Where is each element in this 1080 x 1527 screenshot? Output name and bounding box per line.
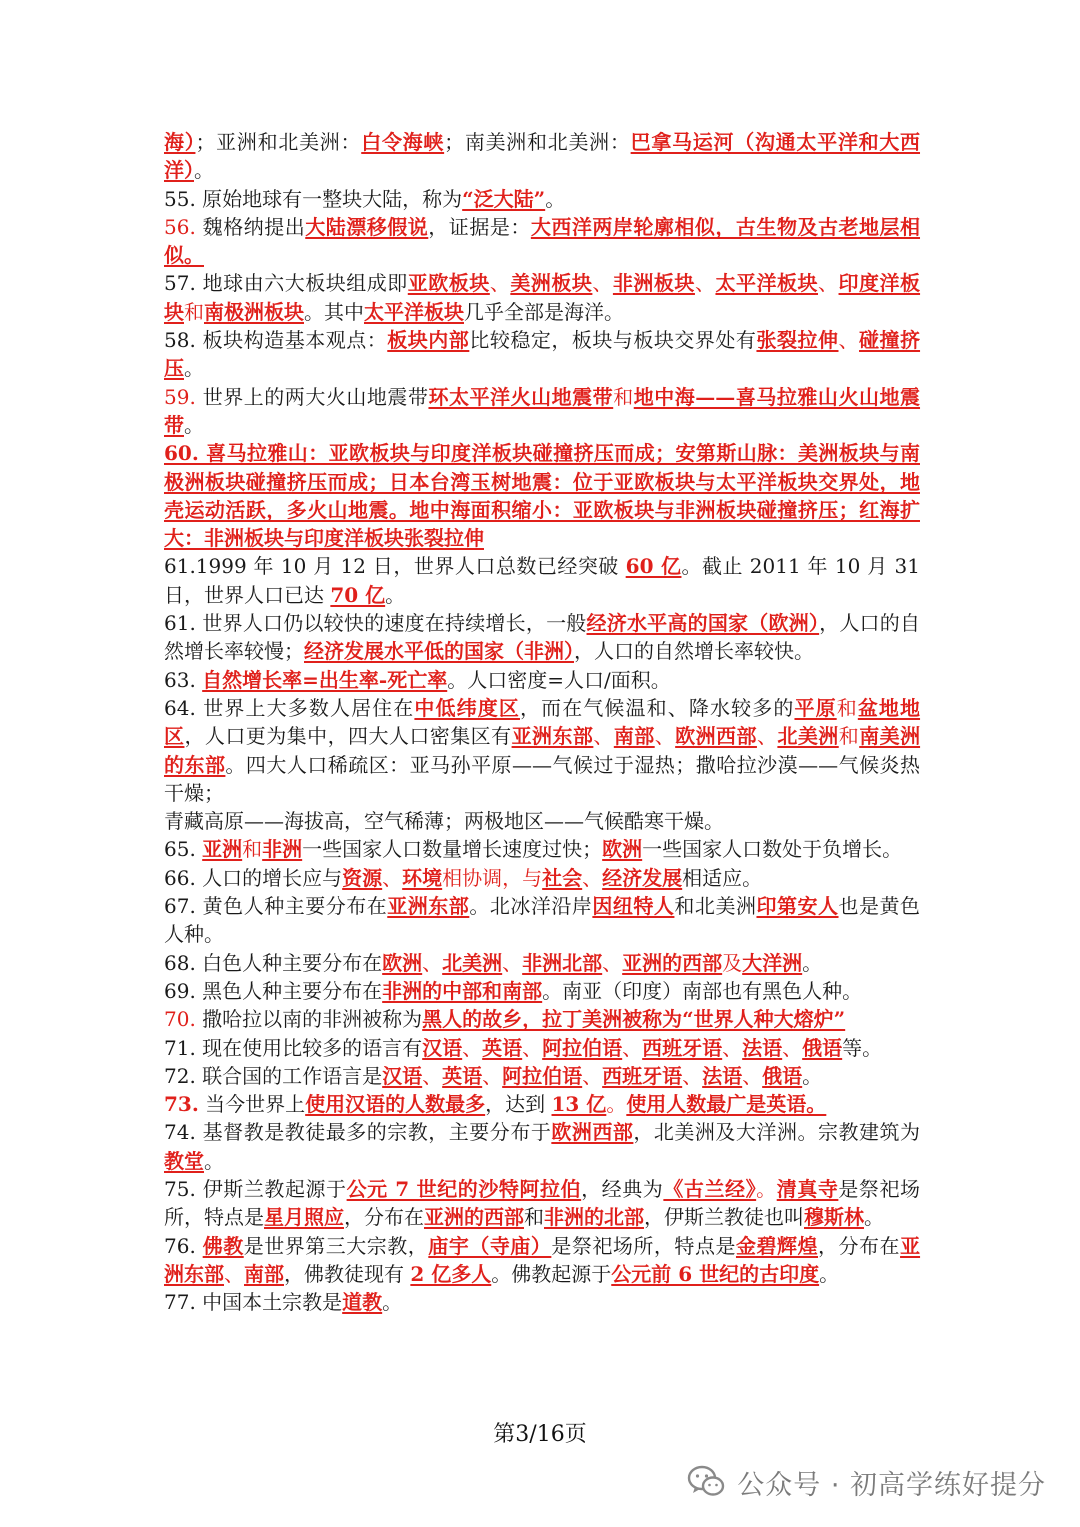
text-run: ，人口的自然增长率较慢；: [164, 611, 920, 664]
text-run: 一些国家人口数量增长速度过快；: [302, 837, 603, 862]
highlighted-answer: 南极洲板块: [204, 299, 304, 324]
highlighted-answer: 亚欧板块: [407, 271, 490, 296]
highlighted-answer: 西班牙语: [602, 1063, 683, 1088]
text-run: ；南美洲和北美洲：: [444, 130, 631, 154]
text-run: 。: [819, 1261, 840, 1286]
highlighted-answer: 中低纬度区: [414, 695, 520, 720]
text-run: ，达到: [485, 1092, 552, 1117]
paragraph-p76: [164, 1232, 920, 1289]
text-run: 61.1999 年 10 月 12 日，世界人口总数已经突破: [164, 554, 626, 579]
highlighted-answer: 亚洲的西部: [424, 1205, 524, 1230]
text-run: 。南亚（印度）南部也有黑色人种。: [542, 978, 863, 1003]
text-run: 比较稳定，板块与板块交界处有: [469, 328, 757, 353]
paragraph-p70: [164, 1005, 920, 1033]
text-run: 及: [722, 950, 743, 975]
text-run: 和: [836, 695, 858, 720]
text-run: 、: [522, 1035, 543, 1060]
highlighted-answer: 使用人数最广是英语。: [626, 1092, 827, 1117]
highlighted-answer: 阿拉伯语: [502, 1063, 583, 1088]
text-run: 59.: [164, 384, 196, 409]
highlighted-answer: 盆地地区: [164, 695, 921, 749]
highlighted-answer: 2 亿多人: [410, 1261, 492, 1286]
highlighted-answer: 印第安人: [756, 894, 839, 919]
highlighted-answer: 板块内部: [387, 328, 470, 353]
text-run: 也是黄色人种。: [164, 894, 921, 947]
paragraph-p66: [164, 864, 920, 892]
highlighted-answer: 北美洲: [442, 950, 503, 975]
highlighted-answer: 西班牙语: [642, 1035, 723, 1060]
paragraph-p67: [164, 892, 920, 949]
text-run: 。: [184, 412, 204, 437]
highlighted-answer: 资源: [342, 865, 383, 890]
wechat-logo-icon: [687, 1465, 725, 1499]
paragraph-p56: [164, 213, 920, 270]
text-run: 、: [382, 865, 403, 890]
highlighted-answer: 亚洲东部: [164, 1233, 921, 1286]
text-run: ，分布在: [344, 1205, 424, 1230]
text-run: 55. 原始地球有一整块大陆，称为: [164, 186, 463, 211]
paragraph-p72: [164, 1062, 920, 1090]
text-run: 。: [802, 1063, 823, 1088]
highlighted-answer: 金碧辉煌: [735, 1233, 819, 1258]
text-run: 。: [606, 1092, 627, 1117]
highlighted-answer: 13 亿: [551, 1092, 607, 1117]
highlighted-answer: 白令海峡: [361, 130, 445, 154]
highlighted-answer: 公元前 6 世纪的古印度: [611, 1261, 820, 1286]
text-run: 相适应。: [682, 865, 763, 890]
text-run: 67. 黄色人种主要分布在: [164, 894, 388, 919]
text-run: 56.: [164, 214, 196, 239]
text-run: 和: [524, 1205, 544, 1230]
text-run: 相协调，与: [442, 865, 543, 890]
highlighted-answer: 环太平洋火山地震带: [428, 384, 614, 409]
paragraph-p74: [164, 1118, 920, 1175]
text-run: 。: [184, 356, 204, 381]
highlighted-answer: 美洲板块: [510, 271, 593, 296]
highlighted-answer: 汉语: [382, 1063, 423, 1088]
highlighted-answer: 欧洲西部: [551, 1120, 634, 1145]
highlighted-answer: 汉语: [422, 1035, 463, 1060]
text-run: 、: [462, 1035, 483, 1060]
text-run: 75. 伊斯兰教起源于: [164, 1176, 347, 1201]
text-run: 61. 世界人口仍以较快的速度在持续增长，一般: [164, 611, 587, 636]
text-run: 、: [654, 724, 676, 749]
highlighted-answer: 法语: [742, 1035, 783, 1060]
text-run: 、: [782, 1035, 803, 1060]
paragraph-p54-cont: [164, 128, 920, 185]
text-run: 、: [224, 1261, 244, 1286]
paragraph-p61b: [164, 609, 920, 666]
text-run: 、: [838, 328, 860, 353]
highlighted-answer: 使用汉语的人数最多: [305, 1092, 486, 1117]
highlighted-answer: 平原: [794, 695, 837, 720]
text-run: 和: [838, 724, 860, 749]
text-run: 、: [422, 1063, 443, 1088]
highlighted-answer: 穆斯林: [804, 1205, 864, 1230]
paragraph-p75: [164, 1175, 920, 1232]
text-run: ，证据是：: [428, 214, 531, 239]
highlighted-answer: 自然增长率=出生率-死亡率: [202, 667, 448, 692]
text-run: 等。: [842, 1035, 883, 1060]
highlighted-answer: 道教: [342, 1290, 383, 1315]
highlighted-answer: 因纽特人: [592, 894, 675, 919]
page-number: 第3/16页: [493, 1422, 587, 1447]
paragraph-p77: [164, 1288, 920, 1316]
paragraph-p61a: [164, 552, 920, 609]
text-run: 、: [582, 1063, 603, 1088]
text-run: ；亚洲和北美洲：: [195, 130, 362, 154]
paragraph-p63: [164, 666, 920, 694]
text-run: 。: [545, 186, 566, 211]
text-run: 当今世界上: [198, 1092, 306, 1117]
highlighted-answer: 非洲板块: [612, 271, 695, 296]
highlighted-answer: 北美洲: [777, 724, 839, 749]
text-run: ，北美洲及大洋洲。宗教建筑为: [633, 1120, 921, 1145]
text-run: 魏格纳提出: [195, 214, 306, 239]
highlighted-answer: 社会: [542, 865, 583, 890]
paragraph-p69: [164, 977, 920, 1005]
text-run: 69. 黑色人种主要分布在: [164, 978, 383, 1003]
text-run: 71. 现在使用比较多的语言有: [164, 1035, 423, 1060]
text-run: 58. 板块构造基本观点：: [164, 328, 388, 353]
text-run: 和: [242, 837, 263, 862]
text-run: ，人口的自然增长率较快。: [574, 639, 814, 664]
text-run: 是世界第三大宗教，: [243, 1233, 429, 1258]
highlighted-answer: 亚洲东部: [387, 894, 470, 919]
text-run: 、: [682, 1063, 703, 1088]
highlighted-answer: 非洲的中部和南部: [382, 978, 543, 1003]
text-run: 世界上的两大火山地震带: [195, 384, 429, 409]
paragraph-p60: [164, 439, 920, 552]
text-run: 、: [622, 1035, 643, 1060]
text-run: 。: [802, 950, 823, 975]
text-run: 。佛教起源于: [491, 1261, 612, 1286]
text-run: 青藏高原——海拔高，空气稀薄；两极地区——气候酷寒干燥。: [164, 809, 724, 834]
highlighted-answer: 地中海——喜马拉雅山火山地震带: [164, 384, 921, 437]
highlighted-answer: “泛大陆”: [462, 186, 546, 211]
highlighted-answer: 《古兰经》: [663, 1176, 757, 1201]
text-run: 、: [482, 1063, 503, 1088]
text-run: ，伊斯兰教徒也叫: [644, 1205, 804, 1230]
highlighted-answer: 佛教: [202, 1233, 244, 1258]
text-run: 和: [613, 384, 634, 409]
text-run: 、: [592, 271, 613, 296]
text-run: 、: [489, 271, 511, 296]
text-run: 。北冰洋沿岸: [469, 894, 593, 919]
highlighted-answer: 经济发展水平低的国家（非洲）: [304, 639, 574, 664]
text-run: 是祭祀场所，特点是: [551, 1233, 736, 1258]
highlighted-answer: 南美洲的东部: [164, 724, 921, 777]
paragraph-p64b: [164, 807, 920, 835]
text-run: 、: [602, 950, 623, 975]
document-body: [164, 128, 920, 1316]
text-run: ，经典为: [581, 1176, 664, 1201]
highlighted-answer: 海）: [164, 130, 196, 154]
paragraph-p73: [164, 1090, 920, 1118]
highlighted-answer: 碰撞挤压: [164, 328, 921, 381]
highlighted-answer: 南部: [244, 1261, 284, 1286]
highlighted-answer: 经济发展: [602, 865, 683, 890]
text-run: 。: [864, 1205, 884, 1230]
text-run: 几乎全部是海洋。: [464, 299, 624, 324]
text-run: ，分布在: [818, 1233, 901, 1258]
highlighted-answer: 非洲: [262, 837, 303, 862]
text-run: 。: [194, 158, 214, 183]
text-run: 。四大人口稀疏区：亚马孙平原——气候过于湿热；撒哈拉沙漠——气候炎热干燥；: [164, 752, 921, 805]
paragraph-p59: [164, 383, 920, 440]
paragraph-p71: [164, 1034, 920, 1062]
text-run: ，佛教徒现有: [284, 1261, 411, 1286]
highlighted-answer: 印度洋板块: [164, 271, 921, 324]
highlighted-answer: 俄语: [762, 1063, 803, 1088]
highlighted-answer: 南部: [613, 724, 655, 749]
highlighted-answer: 欧洲: [382, 950, 423, 975]
highlighted-answer: 俄语: [802, 1035, 843, 1060]
text-run: 、: [694, 271, 716, 296]
highlighted-answer: 阿拉伯语: [542, 1035, 623, 1060]
text-run: 76.: [164, 1233, 203, 1258]
highlighted-answer: 黑人的故乡，拉丁美洲被称为“世界人种大熔炉”: [422, 1007, 846, 1032]
highlighted-answer: 公元 7 世纪的沙特阿拉伯: [346, 1176, 582, 1201]
text-run: 、: [502, 950, 523, 975]
highlighted-answer: 非洲北部: [522, 950, 603, 975]
text-run: 66. 人口的增长应与: [164, 865, 343, 890]
text-run: 撒哈拉以南的非洲被称为: [195, 1007, 423, 1032]
text-run: 57. 地球由六大板块组成即: [164, 271, 408, 296]
highlighted-answer: 非洲的北部: [544, 1205, 644, 1230]
text-run: 63.: [164, 667, 203, 692]
paragraph-p65: [164, 835, 920, 863]
highlighted-answer: 70 亿: [330, 582, 386, 607]
highlighted-answer: 60. 喜马拉雅山：亚欧板块与印度洋板块碰撞挤压而成；安第斯山脉：美洲板块与南极洲板块碰撞挤压而成；日本台湾玉树地震：位于亚欧板块与太平洋板块交界处，地壳运动活跃，多火山地震。地中海面积缩小：亚欧板块与非洲板块碰撞挤压；红海扩大：非洲板块与印度洋板块张裂拉伸: [164, 441, 920, 551]
paragraph-p68: [164, 949, 920, 977]
text-run: 72. 联合国的工作语言是: [164, 1063, 383, 1088]
text-run: 。: [204, 1148, 224, 1173]
text-run: 。: [756, 1176, 777, 1201]
text-run: 和北美洲: [674, 894, 757, 919]
text-run: 73.: [164, 1092, 199, 1117]
text-run: 77. 中国本土宗教是: [164, 1290, 343, 1315]
text-run: 、: [756, 724, 778, 749]
text-run: ，人口更为集中，四大人口密集区有: [184, 724, 512, 749]
highlighted-answer: 太平洋板块: [364, 299, 464, 324]
text-run: 。截止 2011 年 10 月 31 日，世界人口已达: [164, 554, 921, 607]
paragraph-p57: [164, 269, 920, 326]
highlighted-answer: 亚洲的西部: [622, 950, 723, 975]
paragraph-p58: [164, 326, 920, 383]
highlighted-answer: 法语: [702, 1063, 743, 1088]
highlighted-answer: 大西洋两岸轮廓相似，古生物及古老地层相似。: [164, 214, 921, 268]
highlighted-answer: 欧洲西部: [675, 724, 757, 749]
text-run: 65.: [164, 837, 203, 862]
highlighted-answer: 巴拿马运河（沟通太平洋和大西洋）: [164, 130, 921, 183]
text-run: 、: [818, 271, 839, 296]
highlighted-answer: 欧洲: [602, 837, 643, 862]
watermark-text: 公众号 · 初高学练好提分: [737, 1469, 1046, 1501]
text-run: 70.: [164, 1007, 196, 1032]
highlighted-answer: 星月照应: [264, 1205, 344, 1230]
highlighted-answer: 教堂: [164, 1148, 204, 1173]
text-run: 一些国家人口数处于负增长。: [642, 837, 903, 862]
text-run: ，而在气候温和、降水较多的: [519, 695, 795, 720]
text-run: 、: [593, 724, 614, 749]
paragraph-p55: [164, 185, 920, 213]
highlighted-answer: 大洋洲: [742, 950, 803, 975]
highlighted-answer: 张裂拉伸: [756, 328, 839, 353]
text-run: 。人口密度=人口/面积。: [447, 667, 671, 692]
text-run: 68. 白色人种主要分布在: [164, 950, 383, 975]
paragraph-p64: [164, 694, 920, 807]
highlighted-answer: 英语: [482, 1035, 523, 1060]
text-run: 。: [385, 582, 406, 607]
highlighted-answer: 环境: [402, 865, 443, 890]
highlighted-answer: 经济水平高的国家（欧洲）: [586, 611, 820, 636]
text-run: 、: [422, 950, 443, 975]
highlighted-answer: 庙宇（寺庙）: [428, 1233, 552, 1258]
watermark: [687, 1460, 1046, 1504]
text-run: 、: [582, 865, 603, 890]
highlighted-answer: 清真寺: [776, 1176, 839, 1201]
highlighted-answer: 60 亿: [625, 554, 682, 579]
text-run: 64. 世界上大多数人居住在: [164, 695, 415, 720]
text-run: 。: [382, 1290, 403, 1315]
highlighted-answer: 英语: [442, 1063, 483, 1088]
highlighted-answer: 太平洋板块: [715, 271, 819, 296]
text-run: 是祭祀场所，特点是: [164, 1176, 921, 1230]
text-run: 。其中: [304, 299, 364, 324]
text-run: 、: [722, 1035, 743, 1060]
highlighted-answer: 亚洲: [202, 837, 243, 862]
highlighted-answer: 大陆漂移假说: [305, 214, 429, 239]
text-run: 74. 基督教是教徒最多的宗教，主要分布于: [164, 1120, 552, 1145]
highlighted-answer: 亚洲东部: [511, 724, 594, 749]
text-run: 和: [184, 299, 204, 324]
text-run: 、: [742, 1063, 763, 1088]
